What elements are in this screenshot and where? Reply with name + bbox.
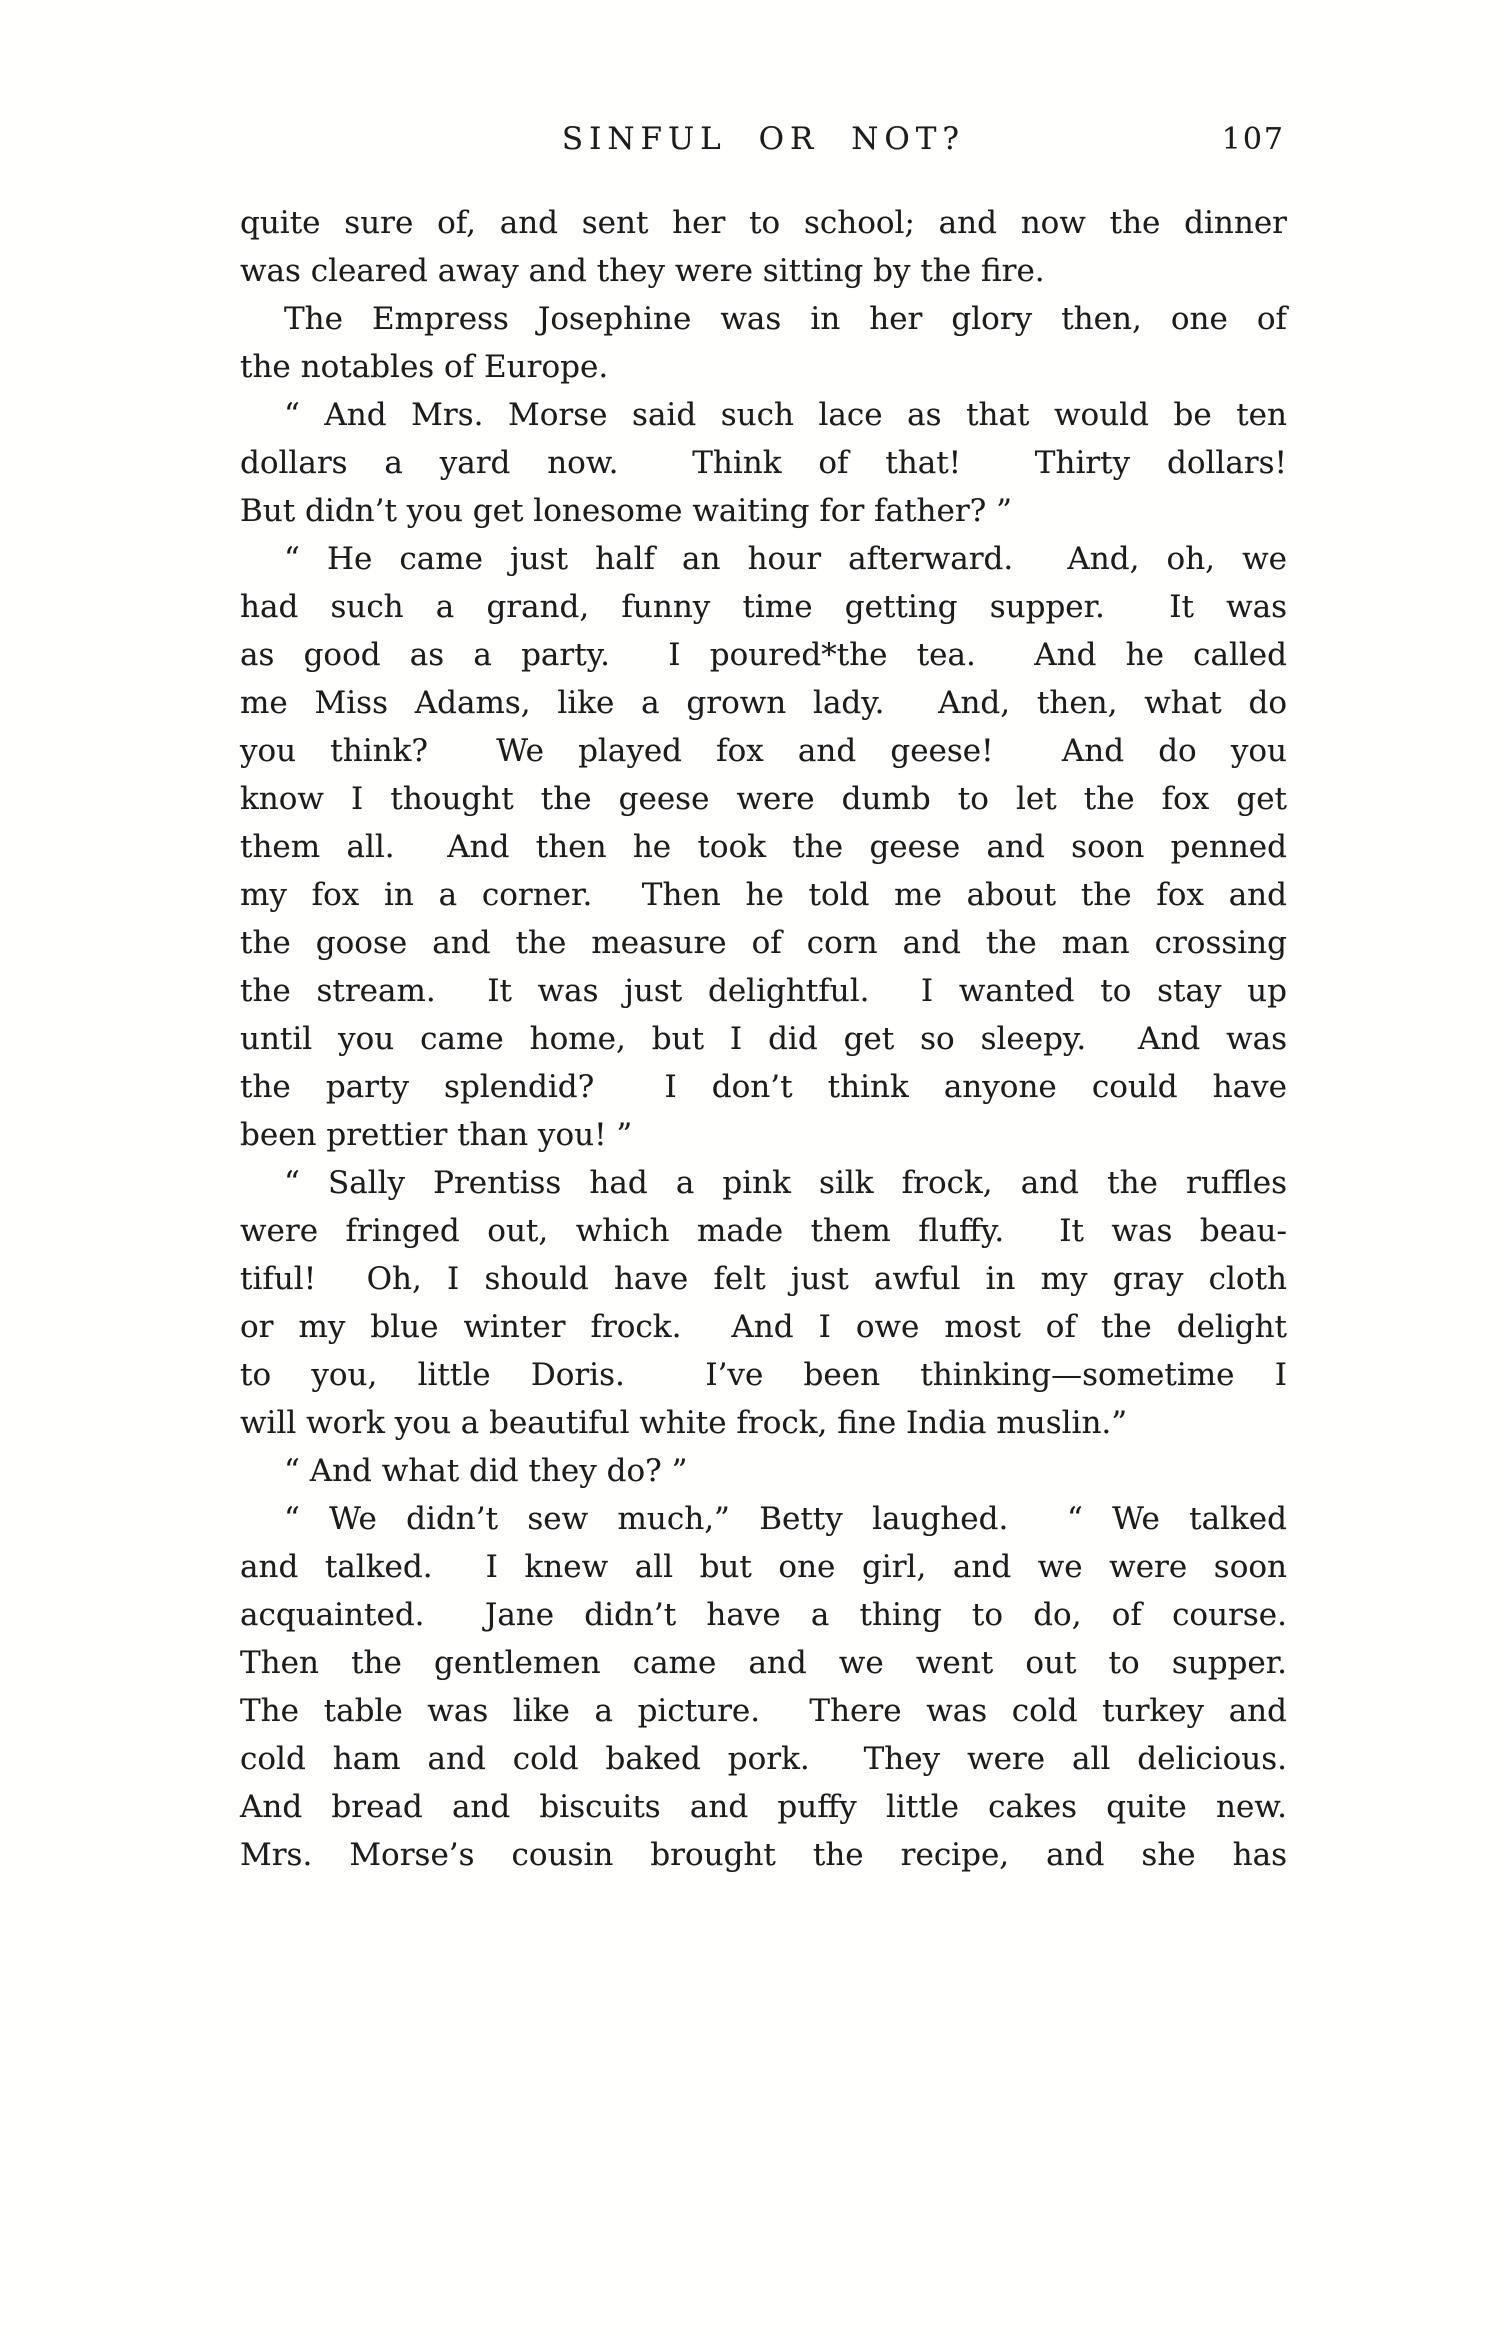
text-line: and talked. I knew all but one girl, and we were soon (240, 1549, 1287, 1585)
text-body (240, 199, 1287, 1879)
text-line: “ And what did they do? ” (284, 1453, 688, 1489)
text-line: you think? We played fox and geese! And do you (240, 733, 1287, 769)
text-line: were fringed out, which made them fluffy. It was beau- (240, 1213, 1287, 1249)
text-line: them all. And then he took the geese and soon penned (240, 829, 1287, 865)
text-line: been prettier than you! ” (240, 1117, 633, 1153)
text-line: the stream. It was just delightful. I wanted to stay up (240, 973, 1287, 1009)
text-line: my fox in a corner. Then he told me about the fox and (240, 877, 1287, 913)
text-line: the notables of Europe. (240, 349, 609, 385)
text-line: “ We didn’t sew much,” Betty laughed. “ We talked (284, 1501, 1287, 1537)
text-line: Mrs. Morse’s cousin brought the recipe, and she has (240, 1837, 1287, 1873)
page-number: 107 (1221, 122, 1285, 157)
text-line: Then the gentlemen came and we went out to supper. (240, 1645, 1287, 1681)
text-line: The Empress Josephine was in her glory then, one of (284, 301, 1287, 337)
text-line: the party splendid? I don’t think anyone could have (240, 1069, 1287, 1105)
text-line: will work you a beautiful white frock, fine India muslin.” (240, 1405, 1128, 1441)
text-line: know I thought the geese were dumb to let the fox get (240, 781, 1287, 817)
text-line: was cleared away and they were sitting by the fire. (240, 253, 1045, 289)
text-line: And bread and biscuits and puffy little cakes quite new. (240, 1789, 1287, 1825)
text-line: But didn’t you get lonesome waiting for father? ” (240, 493, 1012, 529)
text-line: “ And Mrs. Morse said such lace as that would be ten (284, 397, 1287, 433)
text-line: acquainted. Jane didn’t have a thing to do, of course. (240, 1597, 1287, 1633)
text-line: the goose and the measure of corn and the man crossing (240, 925, 1287, 961)
text-line: dollars a yard now. Think of that! Thirty dollars! (240, 445, 1287, 481)
text-line: “ He came just half an hour afterward. And, oh, we (284, 541, 1287, 577)
text-line: until you came home, but I did get so sleepy. And was (240, 1021, 1287, 1057)
text-line: or my blue winter frock. And I owe most of the delight (240, 1309, 1287, 1345)
text-line: me Miss Adams, like a grown lady. And, then, what do (240, 685, 1287, 721)
text-line: quite sure of, and sent her to school; and now the dinner (240, 205, 1287, 241)
running-header (240, 121, 1287, 167)
text-line: tiful! Oh, I should have felt just awful in my gray cloth (240, 1261, 1287, 1297)
text-line: “ Sally Prentiss had a pink silk frock, and the ruffles (284, 1165, 1287, 1201)
chapter-title: SINFUL OR NOT? (561, 121, 966, 157)
text-line: to you, little Doris. I’ve been thinking—sometime I (240, 1357, 1287, 1393)
text-line: had such a grand, funny time getting supper. It was (240, 589, 1287, 625)
text-line: as good as a party. I poured*the tea. And he called (240, 637, 1287, 673)
text-line: The table was like a picture. There was cold turkey and (240, 1693, 1287, 1729)
text-line: cold ham and cold baked pork. They were all delicious. (240, 1741, 1287, 1777)
